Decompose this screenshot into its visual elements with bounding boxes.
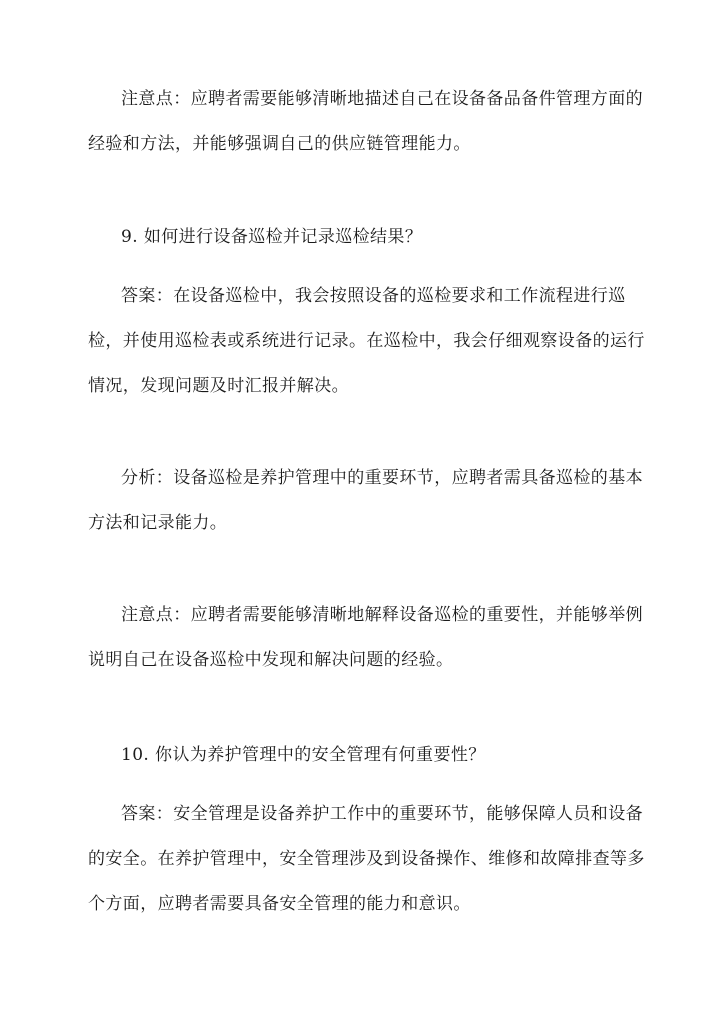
answer-paragraph: 答案：安全管理是设备养护工作中的重要环节，能够保障人员和设备的安全。在养护管理中，安全管理涉及到设备操作、维修和故障排查等多个方面，应聘者需要具备安全管理的能力和意识。 — [88, 804, 645, 914]
note-paragraph: 注意点：应聘者需要能够清晰地解释设备巡检的重要性，并能够举例说明自己在设备巡检中发现和解决问题的经验。 — [88, 605, 643, 670]
question-heading: 9. 如何进行设备巡检并记录巡检结果？ — [121, 227, 423, 247]
note-paragraph: 注意点：应聘者需要能够清晰地描述自己在设备备品备件管理方面的经验和方法，并能够强调自己的供应链管理能力。 — [88, 89, 643, 154]
analysis-paragraph: 分析：设备巡检是养护管理中的重要环节，应聘者需具备巡检的基本方法和记录能力。 — [88, 468, 643, 533]
question-heading: 10. 你认为养护管理中的安全管理有何重要性？ — [121, 745, 486, 765]
answer-paragraph: 答案：在设备巡检中，我会按照设备的巡检要求和工作流程进行巡检，并使用巡检表或系统进行记录。在巡检中，我会仔细观察设备的运行情况，发现问题及时汇报并解决。 — [88, 286, 645, 396]
